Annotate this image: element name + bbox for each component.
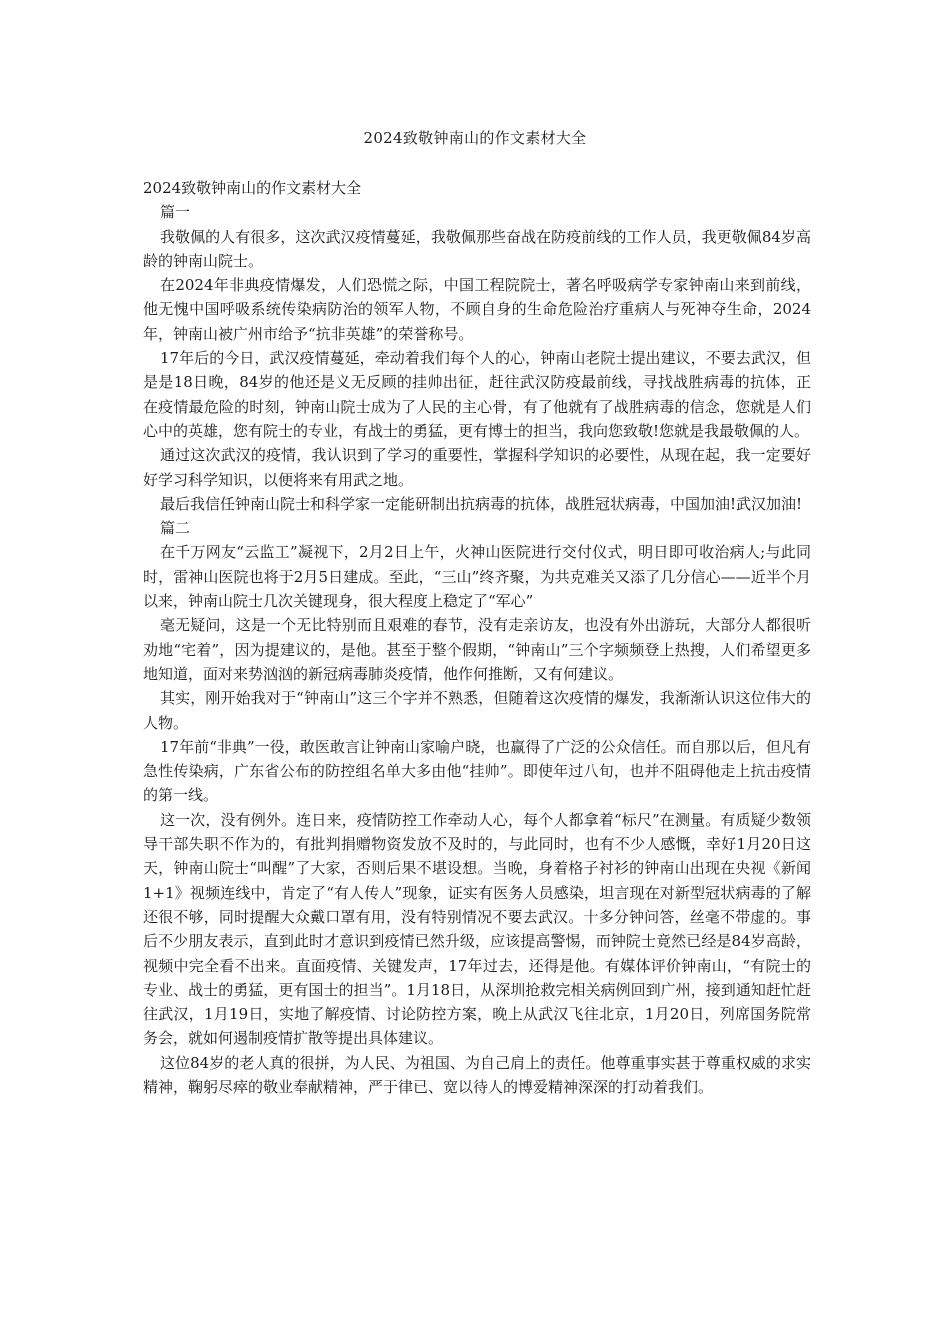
paragraph: 毫无疑问，这是一个无比特别而且艰难的春节，没有走亲访友，也没有外出游玩，大部分人都很听劝地“宅着”，因为提建议的，是他。甚至于整个假期，“钟南山”三个字频频登上热搜，人们希望更多地知道，面对来势汹汹的新冠病毒肺炎疫情，他作何推断，又有何建议。 [143,616,811,683]
paragraph: 在千万网友“云监工”凝视下，2月2日上午，火神山医院进行交付仪式，明日即可收治病人;与此同时，雷神山医院也将于2月5日建成。至此，“三山”终齐聚，为共克难关又添了几分信心——近半个月以来，钟南山院士几次关键现身，很大程度上稳定了“军心” [143,543,811,611]
paragraph: 通过这次武汉的疫情，我认识到了学习的重要性，掌握科学知识的必要性，从现在起，我一定要好好学习科学知识，以便将来有用武之地。 [143,446,811,489]
document-body [143,176,811,1099]
paragraph: 17年前“非典”一役，敢医敢言让钟南山家喻户晓，也赢得了广泛的公众信任。而自那以后，但凡有急性传染病，广东省公布的防控组名单大多由他“挂帅”。即使年过八旬，也并不阻碍他走上抗击疫情的第一线。 [143,737,811,805]
paragraph: 最后我信任钟南山院士和科学家一定能研制出抗病毒的抗体，战胜冠状病毒，中国加油!武汉加油! [160,494,803,513]
section-heading: 篇一 [160,203,191,222]
paragraph: 17年后的今日，武汉疫情蔓延，牵动着我们每个人的心，钟南山老院士提出建议，不要去武汉，但是是18日晚，84岁的他还是义无反顾的挂帅出征，赶往武汉防疫最前线，寻找战胜病毒的抗体，正在疫情最危险的时刻，钟南山院士成为了人民的主心骨，有了他就有了战胜病毒的信念，您就是人们心中的英雄，您有院士的专业，有战士的勇猛，更有博士的担当，我向您致敬!您就是我最敬佩的人。 [143,349,811,440]
document-subtitle: 2024致敬钟南山的作文素材大全 [143,179,362,197]
paragraph: 这一次，没有例外。连日来，疫情防控工作牵动人心，每个人都拿着“标尺”在测量。有质疑少数领导干部失职不作为的，有批判捐赠物资发放不及时的，与此同时，也有不少人感慨，幸好1月20日这天，钟南山院士“叫醒”了大家，否则后果不堪设想。当晚，身着格子衬衫的钟南山出现在央视《新闻1+1》视频连线中，肯定了“有人传人”现象，证实有医务人员感染，坦言现在对新型冠状病毒的了解还很不够，同时提醒大众戴口罩有用，没有特别情况不要去武汉。十多分钟问答，丝毫不带虚的。事后不少朋友表示，直到此时才意识到疫情已然升级，应该提高警惕，而钟院士竟然已经是84岁高龄，视频中完全看不出来。直面疫情、关键发声，17年过去，还得是他。有媒体评价钟南山，“有院士的专业、战士的勇猛，更有国士的担当”。1月18日，从深圳抢救完相关病例回到广州，接到通知赶忙赶往武汉，1月19日，实地了解疫情、讨论防控方案，晚上从武汉飞往北京，1月20日，列席国务院常务会，就如何遏制疫情扩散等提出具体建议。 [143,810,811,1048]
section-heading: 篇二 [160,519,191,538]
paragraph: 其实，刚开始我对于“钟南山”这三个字并不熟悉，但随着这次疫情的爆发，我渐渐认识这位伟大的人物。 [143,689,811,732]
paragraph: 我敬佩的人有很多，这次武汉疫情蔓延，我敬佩那些奋战在防疫前线的工作人员，我更敬佩84岁高龄的钟南山院士。 [143,227,811,270]
paragraph: 这位84岁的老人真的很拼，为人民、为祖国、为自己肩上的责任。他尊重事实甚于尊重权威的求实精神，鞠躬尽瘁的敬业奉献精神，严于律已、宽以待人的博爱精神深深的打动着我们。 [143,1053,811,1096]
document-title: 2024致敬钟南山的作文素材大全 [363,129,587,147]
paragraph: 在2024年非典疫情爆发，人们恐慌之际，中国工程院院士，著名呼吸病学专家钟南山来到前线，他无愧中国呼吸系统传染病防治的领军人物，不顾自身的生命危险治疗重病人与死神夺生命，2024年，钟南山被广州市给予“抗非英雄”的荣誉称号。 [143,276,811,343]
